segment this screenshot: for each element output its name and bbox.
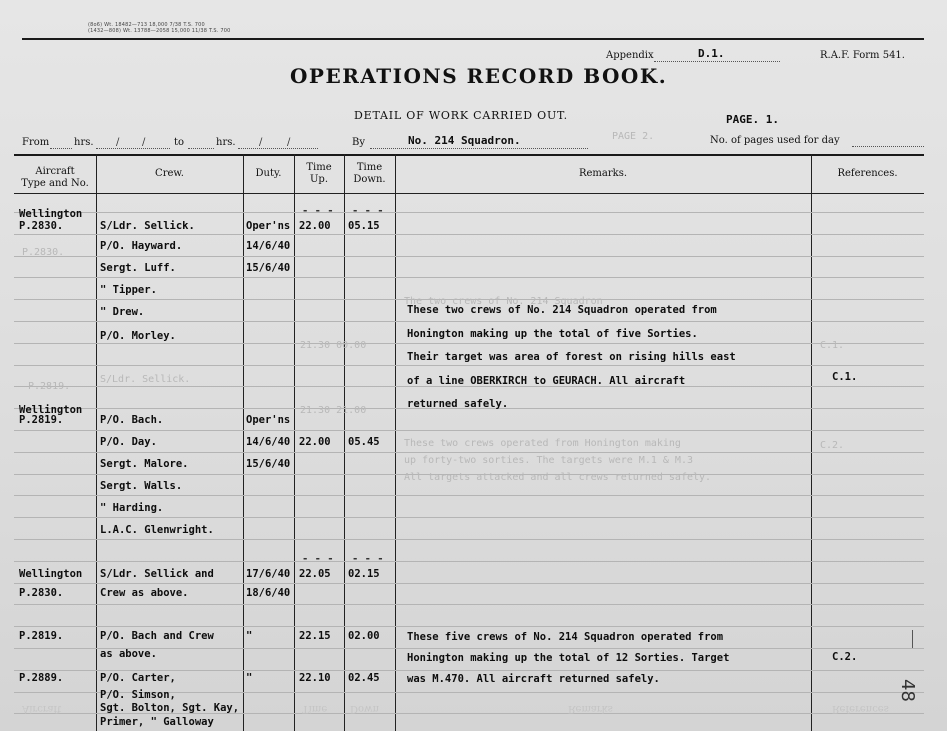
col-divider-remarks	[395, 154, 396, 731]
to-slash-2: /	[287, 137, 291, 148]
duty-cell: 18/6/40	[246, 587, 291, 599]
col-header-time-down	[344, 162, 395, 186]
time-up-cell: 22.00	[299, 220, 331, 232]
ghost-mirror-text: Time	[302, 703, 328, 714]
reference-1: C.1.	[832, 371, 858, 383]
aircraft-cell: P.2830.	[19, 587, 64, 599]
ruled-line	[14, 604, 924, 605]
remarks-line: was M.470. All aircraft returned safely.	[407, 673, 660, 685]
crew-cell: P/O. Bach.	[100, 414, 164, 426]
form-code-line-2: (1432—808) Wt. 13788—2058 15,000 11/38 T.S. 700	[88, 28, 231, 34]
time-up-cell: 22.00	[299, 436, 331, 448]
remarks-line: Honington making up the total of 12 Sorties. Target	[407, 652, 730, 664]
col-divider-crew	[96, 154, 97, 731]
crew-cell: " Harding.	[100, 502, 164, 514]
by-label: By	[352, 137, 365, 148]
ghost-text: These two crews operated from Honington making	[404, 438, 681, 449]
crew-cell: P/O. Bach and Crew	[100, 630, 214, 642]
ghost-text: P.2830.	[22, 247, 65, 258]
col-divider-references	[811, 154, 812, 731]
from-hrs-label: hrs.	[74, 137, 94, 148]
pages-used-label: No. of pages used for day	[710, 135, 840, 146]
ghost-mirror-text: References	[832, 703, 889, 714]
page-subtitle: DETAIL OF WORK CARRIED OUT.	[354, 109, 568, 122]
col-header-time-up	[294, 162, 344, 186]
ghost-text: All targets attacked and all crews returned safely.	[404, 472, 712, 483]
time-down-cell: 05.15	[348, 220, 380, 232]
col-divider-duty	[243, 154, 244, 731]
from-slash-2: /	[142, 137, 146, 148]
duty-cell: 15/6/40	[246, 458, 291, 470]
time-dash: - - -	[302, 553, 334, 565]
time-down-cell: 02.00	[348, 630, 380, 642]
aircraft-cell: Wellington	[19, 568, 83, 580]
from-date-dots	[96, 148, 170, 149]
crew-cell: " Drew.	[100, 306, 145, 318]
crew-cell: " Tipper.	[100, 284, 157, 296]
remarks-line: returned safely.	[407, 398, 509, 410]
time-down-cell: 05.45	[348, 436, 380, 448]
col-header-references: References.	[837, 168, 898, 179]
duty-cell: 14/6/40	[246, 436, 291, 448]
time-up-cell: 22.05	[299, 568, 331, 580]
page-number: PAGE. 1.	[726, 113, 779, 126]
crew-cell: S/Ldr. Sellick and	[100, 568, 214, 580]
crew-cell: L.A.C. Glenwright.	[100, 524, 214, 536]
ghost-text: C.2.	[820, 440, 845, 451]
ruled-line	[14, 539, 924, 540]
form-code-line-1: (8o6) Wt. 18482—713 18,000 7/38 T.S. 700	[88, 22, 205, 28]
crew-cell: Sergt. Malore.	[100, 458, 189, 470]
form-number: R.A.F. Form 541.	[820, 50, 905, 61]
col-header-aircraft-line1: Aircraft	[35, 166, 75, 177]
aircraft-cell: P.2830.	[19, 220, 64, 232]
col-divider-down	[344, 154, 345, 731]
ghost-text: The two crews of No. 214 Squadron	[404, 296, 603, 307]
col-header-time-up-line2: Up.	[309, 174, 328, 185]
ghost-text: 21.30 00.00	[300, 340, 367, 351]
from-dots-1	[50, 148, 72, 149]
ruled-line	[14, 321, 924, 322]
table-top-rule	[14, 154, 924, 156]
time-dash: - - -	[352, 553, 384, 565]
duty-cell: "	[246, 630, 253, 642]
time-down-cell: 02.45	[348, 672, 380, 684]
crew-cell: P/O. Day.	[100, 436, 157, 448]
crew-cell: Primer, " Galloway	[100, 716, 214, 728]
aircraft-cell: P.2819.	[19, 630, 64, 642]
crew-cell: Sergt. Luff.	[100, 262, 176, 274]
squadron-name: No. 214 Squadron.	[408, 134, 521, 147]
ghost-text: P.2819.	[28, 381, 71, 392]
page-title: OPERATIONS RECORD BOOK.	[290, 64, 668, 88]
ruled-line	[14, 561, 924, 562]
col-header-duty: Duty.	[255, 168, 282, 179]
ghost-mirror-text: Down	[350, 703, 380, 714]
ruled-line	[14, 517, 924, 518]
time-dash: - - -	[302, 205, 334, 217]
from-slash-1: /	[116, 137, 120, 148]
top-rule	[22, 38, 924, 40]
crew-cell: Crew as above.	[100, 587, 189, 599]
to-label: to	[174, 137, 185, 148]
duty-cell: "	[246, 672, 253, 684]
ghost-text: PAGE 2.	[612, 131, 655, 142]
time-up-cell: 22.15	[299, 630, 331, 642]
appendix-label: Appendix	[606, 50, 654, 61]
ruled-line	[14, 277, 924, 278]
ghost-mirror-text: Remarks	[568, 703, 613, 714]
ruled-line	[14, 452, 924, 453]
appendix-value: D.1.	[698, 47, 725, 60]
appendix-dots	[654, 61, 780, 62]
duty-cell: 14/6/40	[246, 240, 291, 252]
crew-cell: P/O. Morley.	[100, 330, 176, 342]
crew-cell: P/O. Hayward.	[100, 240, 183, 252]
crew-cell: Sgt. Bolton, Sgt. Kay,	[100, 702, 240, 714]
col-header-time-down-line2: Down.	[353, 174, 386, 185]
ruled-line	[14, 670, 924, 671]
to-slash-1: /	[259, 137, 263, 148]
from-label: From	[22, 137, 50, 148]
aircraft-cell: P.2889.	[19, 672, 64, 684]
remarks-line: These two crews of No. 214 Squadron operated from	[407, 304, 717, 316]
to-date-dots	[238, 148, 318, 149]
margin-page-mark: 48	[896, 679, 918, 702]
ruled-line	[14, 430, 924, 431]
crew-cell: S/Ldr. Sellick.	[100, 220, 195, 232]
ghost-text: up forty-two sorties. The targets were M.1 & M.3	[404, 455, 693, 466]
crew-cell: as above.	[100, 648, 157, 660]
ruled-line	[14, 212, 924, 213]
table-header-rule	[14, 193, 924, 194]
col-divider-up	[294, 154, 295, 731]
to-dots-1	[188, 148, 214, 149]
ghost-text: S/Ldr. Sellick.	[100, 374, 191, 385]
ruled-line	[14, 343, 924, 344]
reference-2: C.2.	[832, 651, 858, 663]
time-down-cell: 02.15	[348, 568, 380, 580]
to-hrs-label: hrs.	[216, 137, 236, 148]
ghost-text: 21.30 21.00	[300, 405, 367, 416]
duty-cell: 15/6/40	[246, 262, 291, 274]
ruled-line	[14, 365, 924, 366]
col-header-time-down-line1: Time	[356, 162, 383, 173]
ruled-line	[14, 256, 924, 257]
duty-cell: Oper'ns	[246, 220, 291, 232]
crew-cell: P/O. Simson,	[100, 689, 176, 701]
col-header-aircraft-line2: Type and No.	[21, 178, 89, 189]
ruled-line	[14, 495, 924, 496]
aircraft-cell: Wellington	[19, 404, 83, 416]
aircraft-cell: Wellington	[19, 208, 83, 220]
time-up-cell: 22.10	[299, 672, 331, 684]
duty-cell: Oper'ns	[246, 414, 291, 426]
time-dash: - - -	[352, 205, 384, 217]
col-header-time-up-line1: Time	[306, 162, 332, 173]
remarks-line: of a line OBERKIRCH to GEURACH. All aircraft	[407, 375, 686, 387]
col-header-aircraft	[14, 166, 96, 190]
remarks-line: Their target was area of forest on rising hills east	[407, 351, 736, 363]
crew-cell: Sergt. Walls.	[100, 480, 183, 492]
aircraft-cell: P.2819.	[19, 414, 64, 426]
remarks-line: These five crews of No. 214 Squadron operated from	[407, 631, 724, 643]
ruled-line	[14, 583, 924, 584]
ghost-text: C.1.	[820, 340, 845, 351]
duty-cell: 17/6/40	[246, 568, 291, 580]
ghost-mirror-text: Aircraft	[22, 703, 62, 714]
col-header-remarks: Remarks.	[578, 168, 628, 179]
ruled-line	[14, 234, 924, 235]
pages-used-dots	[852, 146, 924, 147]
col-header-crew: Crew.	[155, 168, 184, 179]
margin-tick	[912, 630, 913, 648]
ruled-line	[14, 626, 924, 627]
by-dots	[370, 148, 588, 149]
crew-cell: P/O. Carter,	[100, 672, 176, 684]
remarks-line: Honington making up the total of five Sorties.	[407, 328, 698, 340]
